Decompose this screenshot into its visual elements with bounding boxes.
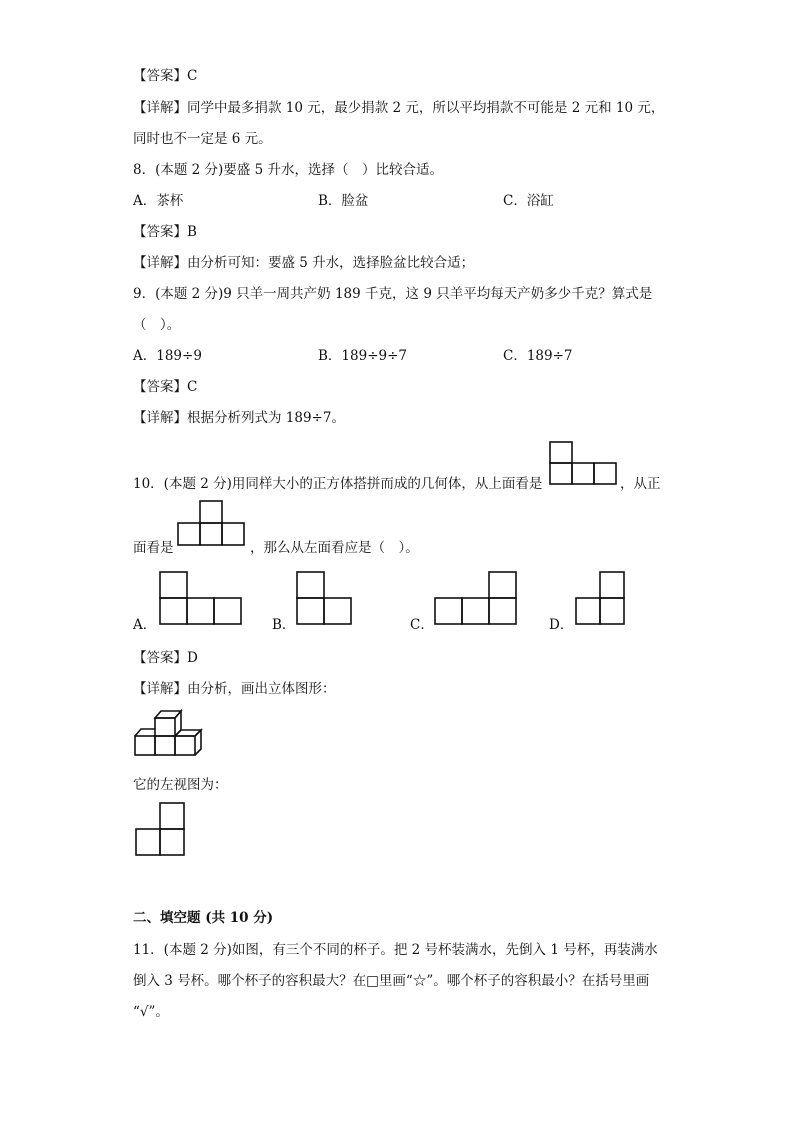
q10-detail: 【详解】由分析，画出立体图形： [133, 681, 336, 697]
left-view-figure [134, 801, 188, 859]
q8-answer: 【答案】B [133, 224, 197, 240]
front-view-figure [176, 499, 248, 547]
q10-option-c-label: C． [410, 617, 434, 633]
top-view-figure [548, 440, 618, 486]
option-a-figure [158, 570, 246, 626]
q8-detail: 【详解】由分析可知：要盛 5 升水，选择脸盆比较合适； [133, 255, 475, 271]
q7-answer: 【答案】C [133, 68, 198, 84]
q10-stem-part4: ，那么从左面看应是（ ）。 [250, 540, 419, 556]
q10-stem-part1: 10．(本题 2 分)用同样大小的正方体搭拼而成的几何体，从上面看是 [133, 476, 543, 492]
q11-line3: “√”。 [133, 1004, 169, 1020]
q9-option-c: C．189÷7 [503, 348, 573, 364]
section-heading: 二、填空题 (共 10 分) [133, 910, 274, 926]
q9-stem-line2: （ ）。 [133, 317, 181, 333]
q9-option-b: B．189÷9÷7 [318, 348, 407, 364]
q10-option-d-label: D． [549, 617, 574, 633]
q10-option-a-label: A． [133, 617, 157, 633]
option-b-figure [295, 570, 355, 626]
q7-detail-line2: 同时也不一定是 6 元。 [133, 131, 272, 147]
option-d-figure [574, 570, 630, 626]
q8-stem: 8．(本题 2 分)要盛 5 升水，选择（ ）比较合适。 [133, 162, 443, 178]
q10-stem-part3: 面看是 [133, 540, 174, 556]
q9-detail: 【详解】根据分析列式为 189÷7。 [133, 410, 345, 426]
q7-detail-line1: 【详解】同学中最多捐款 10 元，最少捐款 2 元，所以平均捐款不可能是 2 元和 10 元， [133, 100, 665, 116]
q8-option-b: B．脸盆 [318, 193, 369, 209]
q10-answer: 【答案】D [133, 650, 198, 666]
q10-option-b-label: B． [272, 617, 296, 633]
q9-option-a: A．189÷9 [133, 348, 202, 364]
q9-answer: 【答案】C [133, 379, 198, 395]
q8-option-a: A．茶杯 [133, 193, 184, 209]
q11-line2: 倒入 3 号杯。哪个杯子的容积最大？在□里画“☆”。哪个杯子的容积最小？在括号里画 [133, 973, 650, 989]
isometric-solid-figure [131, 708, 205, 760]
q11-line1: 11．(本题 2 分)如图，有三个不同的杯子。把 2 号杯装满水，先倒入 1 号杯，再装满水 [133, 942, 658, 958]
option-c-figure [433, 570, 521, 626]
left-view-caption: 它的左视图为： [133, 777, 228, 793]
q8-option-c: C．浴缸 [503, 193, 554, 209]
q9-stem-line1: 9．(本题 2 分)9 只羊一周共产奶 189 千克，这 9 只羊平均每天产奶多少千克？算式是 [133, 286, 653, 302]
q10-stem-part2: ，从正 [620, 476, 661, 492]
